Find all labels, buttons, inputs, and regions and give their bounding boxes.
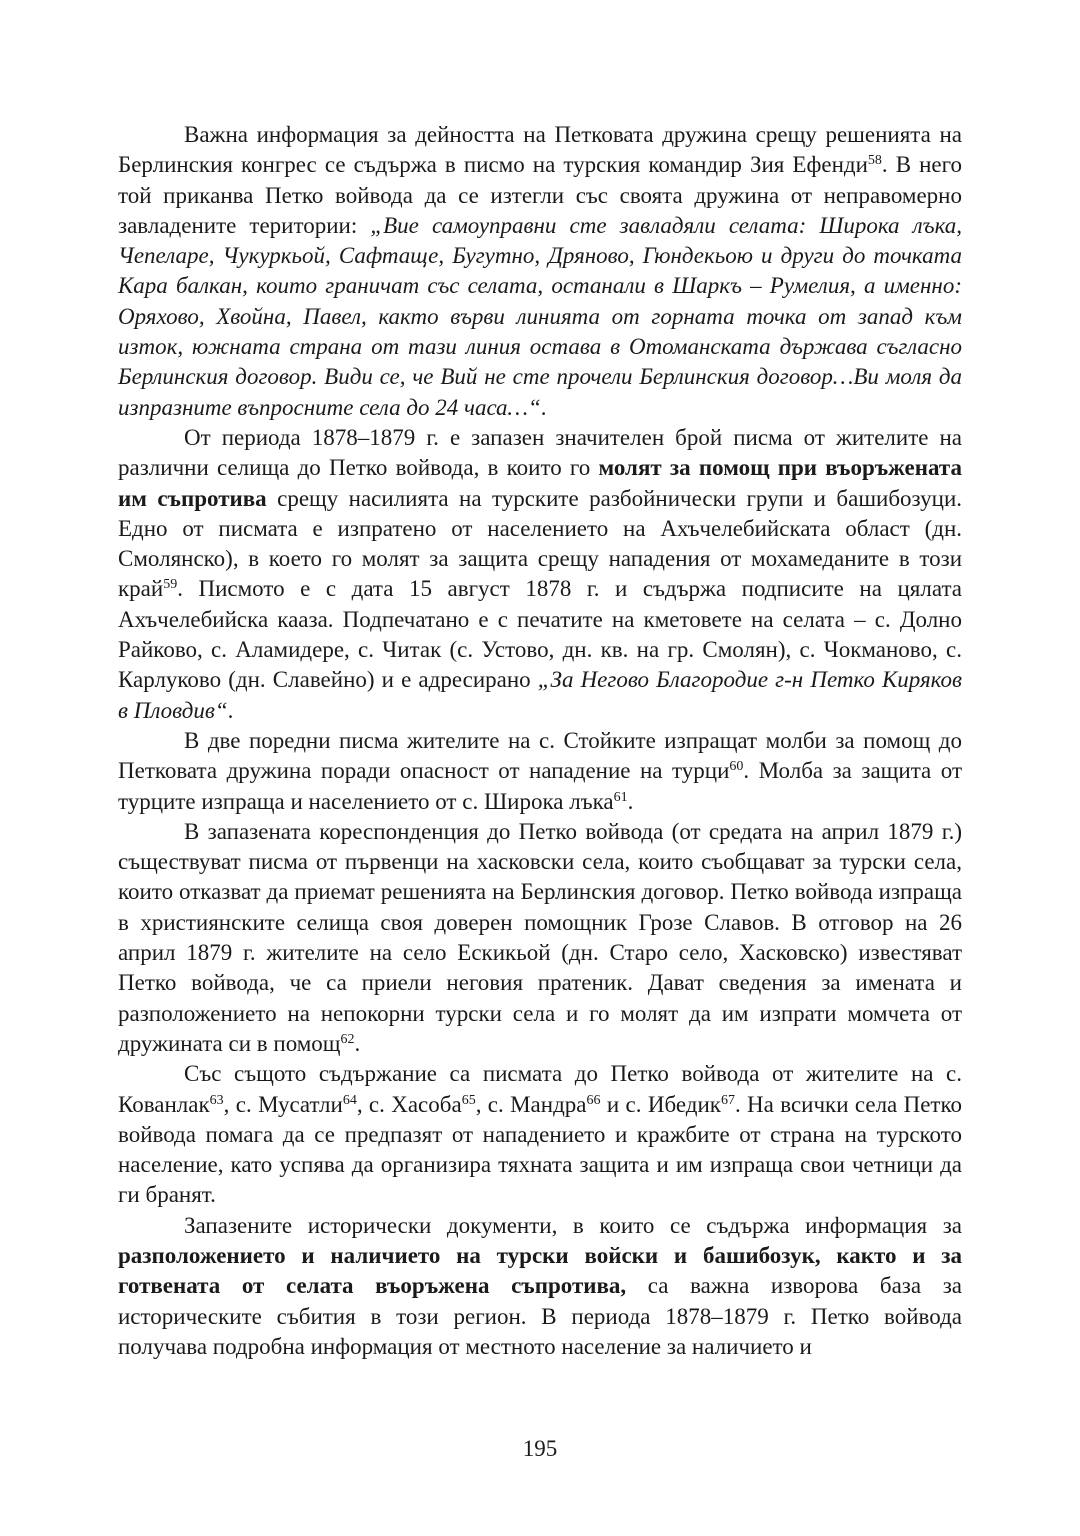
text-run: . [540, 394, 547, 420]
text-run: . Писмото е с дата 15 август 1878 г. и съдържа подписите на цялата Ахъчелебийска кааза. Подпечатано е с печатите на кметовете на селата – с. Долно Райково, с. Аламидере, с. Читак (с. Устово, дн. кв. на гр. Смолян), с. Чокманово, с. Карлуково (дн. Славейно) и е адресирано [118, 576, 962, 693]
text-run: Запазените исторически документи, в които се съдържа информация за [184, 1212, 962, 1238]
text-run: В две поредни писма жителите на с. Стойките изпращат молби за помощ до Петковата дружина поради опасност от нападение на турци [118, 727, 962, 784]
body-text [118, 120, 962, 1362]
text-run: . В него той приканва Петко войвода да се изтегли със своята дружина от неправомерно завладените територии: [118, 152, 962, 238]
text-run: . На всички села Петко войвода помага да се предпазят от нападението и кражбите от страна на турското население, като успява да организира тяхната защита и им изпраща свои четници да ги бранят. [118, 1091, 962, 1208]
footnote-ref: 58 [867, 153, 882, 169]
footnote-ref: 66 [586, 1092, 601, 1108]
text-run: . [354, 1030, 361, 1056]
paragraph [118, 120, 962, 423]
text-run: Важна информация за дейността на Петковата дружина срещу решенията на Берлинския конгрес се съдържа в писмо на турския командир Зия Ефенди [118, 122, 962, 178]
text-run: , с. Хасоба [356, 1091, 462, 1117]
paragraph [118, 1059, 962, 1210]
footnote-ref: 67 [720, 1092, 735, 1108]
footnote-ref: 62 [340, 1031, 355, 1047]
text-run: срещу насилията на турските разбойнически групи и башибозуци. Едно от писмата е изпратено от населението на Ахъчелебийската област (дн. Смолянско), в което го молят за защита срещу нападения от мохамеданите в този край [118, 485, 963, 602]
text-run: . [627, 788, 634, 814]
italic-quote: „За Негово Благородие г-н Петко Киряков в Пловдив“ [118, 667, 962, 723]
text-run: са важна изворова база за историческите събития в този регион. В периода 1878–1879 г. Петко войвода получава подробна информация от местното население за наличието и [118, 1273, 963, 1359]
bold-text: разположението и наличието на турски войски и башибозук, както и за готвената от селата въоръжена съпротива, [118, 1242, 962, 1299]
bold-text: молят за помощ при въоръжената им съпротива [118, 455, 962, 511]
paragraph [118, 1211, 962, 1362]
text-run: , с. Мусатли [223, 1091, 343, 1117]
paragraph [118, 817, 962, 1059]
paragraph [118, 726, 962, 817]
page-number: 195 [522, 1436, 558, 1461]
text-run: Със същото съдържание са писмата до Петко войвода от жителите на с. Кованлак [118, 1061, 962, 1117]
footnote-ref: 59 [163, 577, 178, 593]
footnote-ref: 64 [342, 1092, 357, 1108]
footnote-ref: 61 [613, 789, 628, 805]
text-run: . [227, 697, 234, 723]
text-run: , с. Мандра [475, 1091, 587, 1117]
footnote-ref: 63 [209, 1092, 224, 1108]
footnote-ref: 60 [729, 759, 744, 775]
text-run: . Молба за защита от турците изпраща и населението от с. Широка лъка [118, 758, 962, 814]
text-run: В запазената кореспонденция до Петко войвода (от средата на април 1879 г.) съществуват писма от първенци на хасковски села, които съобщават за турски села, които отказват да приемат решенията на Берлинския договор. Петко войвода изпраща в християнските селища своя доверен помощник Грозе Славов. В отговор на 26 април 1879 г. жителите на село Ескикьой (дн. Старо село, Хасковско) известяват Петко войвода, че са приели неговия пратеник. Дават сведения за имената и разположението на непокорни турски села и го молят да им изпрати момчета от дружината си в помощ [118, 818, 962, 1056]
text-run: От периода 1878–1879 г. е запазен значителен брой писма от жителите на различни селища до Петко войвода, в които го [118, 424, 962, 481]
footnote-ref: 65 [461, 1092, 476, 1108]
text-run: и с. Ибедик [600, 1091, 721, 1117]
paragraph [118, 423, 962, 726]
italic-quote: „Вие самоуправни сте завладяли селата: Широка лъка, Чепеларе, Чукуркьой, Сафтаще, Бугутно, Дряново, Гюндекьою и други до точката Кара балкан, които граничат със селата, останали в Шаркъ – Румелия, а именно: Оряхово, Хвойна, Павел, както върви линията от горната точка от запад към изток, южната страна от тази линия остава в Отоманската държава съгласно Берлинския договор. Види се, че Вий не сте прочели Берлинския договор…Ви моля да изпразните въпросните села до 24 часа…“ [118, 212, 963, 420]
